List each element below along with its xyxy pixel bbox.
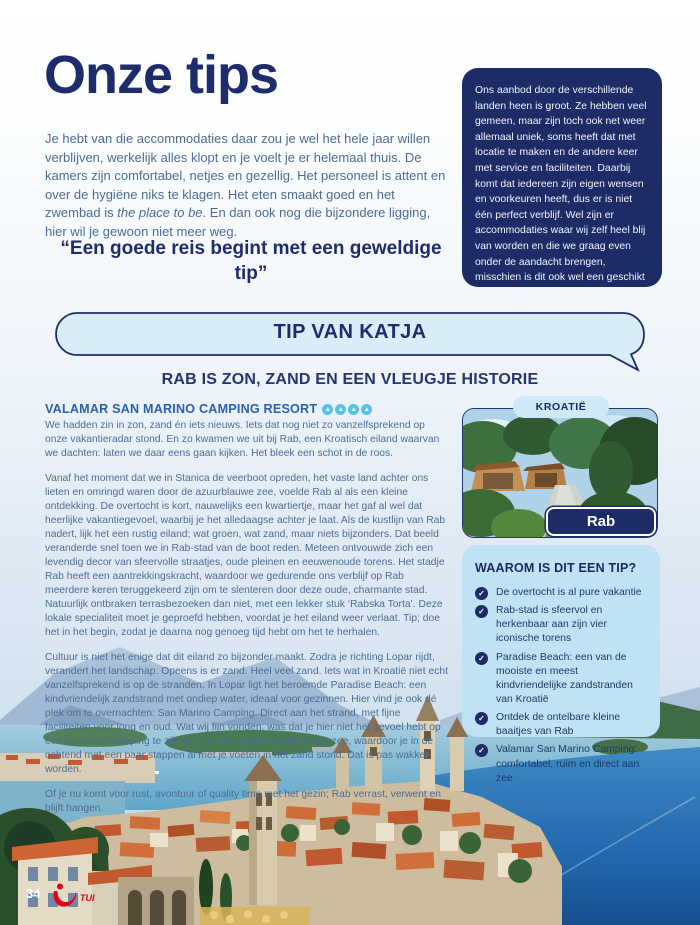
article-paragraph: Cultuur is niet het enige dat dit eiland zo bijzonder maakt. Zodra je richting Lopar rijdt, verandert het landschap. Opeens is er zand. Heel veel zand. Iets wat in Kroatië niet echt vanzelfsprekend is op de stranden. In Lopar ligt het beroemde Paradise Beach: een kindvriendelijk zandstrand met ondiep water, ideaal voor gezinnen. Hier vind je ook dé plek om te overnachten: San Marino Camping. Direct aan het strand, met fijne faciliteiten voor jong en oud. Wat wij fijn vonden, was dat je hier niet het gevoel hebt op een doorsnee camping te zijn. Het is ruim, groen en direct aan zee, waardoor je in de ochtend met een paar stappen al met je voeten in het zand stond. Dat is pas wakker worden. [45, 652, 448, 775]
resort-line [45, 402, 372, 416]
section-heading: RAB IS ZON, ZAND EN EEN VLEUGJE HISTORIE [161, 371, 539, 388]
page-title: Onze tips [44, 45, 279, 105]
article-paragraph: Vanaf het moment dat we in Stanica de veerboot opreden, het vaste land achter ons lieten en omringd waren door de azuurblauwe zee, voelde Rab al als een kleine ontdekking. De overtocht is kort, nauwelijks een kwartiertje, maar het gaf al wel dat heerlijke vakantiegevoel, waarbij je het alledaagse achter je laat. Als de kustlijn van Rab nadert, lijk het een rustig eiland; wat groen, wat zand, maar niets bijzonders. Dat beeld veranderde snel toen we in Rab-stad van de boot reden. Meteen ontvouwde zich een levendig decor van sfeervolle straatjes, oude pleinen en eeuwenoude torens. Het stadje Rab heeft een aantrekkingskracht, waardoor we gedurende ons verblijf op Rab meerdere keren teruggekeerd zijn om te slenteren door deze oude, charmante stad. Natuurlijk ontbraken terrasbezoeken dan niet, met een lekker stuk ‘Rabska Torta’. Deze lokale specialiteit moet je geproefd hebben, voordat je het eiland weer verlaat. Tip; doe het in het begin, zodat je daarna nog genoeg tijd hebt om het te herhalen. [45, 473, 446, 638]
tip-banner-label: TIP VAN KATJA [273, 321, 427, 343]
page-number: 34 [26, 886, 41, 901]
intro-paragraph [45, 130, 447, 241]
why-tip-item-text: Rab-stad is sfeervol en herkenbaar aan zijn vier iconische torens [496, 605, 607, 645]
tip-banner [54, 312, 654, 374]
tent-rating-icon: ▲ [348, 404, 359, 415]
article-body [45, 419, 449, 827]
check-icon: ✓ [475, 712, 488, 725]
why-tip-item-text: Ontdek de ontelbare kleine baaitjes van Rab [496, 712, 621, 738]
check-icon: ✓ [475, 744, 488, 757]
offer-info-text: Ons aanbod door de verschillende landen heen is groot. Ze hebben veel gemeen, maar zijn toch ook net weer allemaal uniek, soms heeft dat met locatie te maken en de andere keer met service en faciliteiten. Daarbij komt dat iedereen zijn eigen wensen en voorkeuren heeft, dus er is niet één perfect verblijf. Wel zijn er accommodaties waar wij zelf heel blij van worden en die we graag even onder de aandacht brengen, misschien is dit ook wel een geschikt hotel of appartement voor jou! [475, 85, 647, 299]
tent-rating-icon: ▲ [322, 404, 333, 415]
intro-text: Je hebt van die accommodaties daar zou je wel het hele jaar willen verblijven, werkelijk alles klopt en je voelt je er helemaal thuis. De kamers zijn comfortabel, netjes en gezellig. Het personeel is attent en over de hygiëne niks te klagen. Het eten smaakt goed en het zwembad is [45, 131, 446, 221]
island-name-badge: Rab [546, 507, 656, 536]
check-icon: ✓ [475, 652, 488, 665]
pull-quote: “Een goede reis begint met een geweldige tip” [60, 238, 442, 285]
why-tip-item [475, 711, 647, 739]
tent-rating-icon: ▲ [361, 404, 372, 415]
why-tip-item [475, 651, 647, 708]
why-tip-item-text: De overtocht is al pure vakantie [496, 587, 642, 598]
why-tip-item-text: Valamar San Marino Camping: comfortabel, ruim en direct aan zee [496, 744, 640, 784]
svg-text:TUI: TUI [80, 893, 95, 903]
why-tip-item [475, 586, 647, 600]
tui-logo [50, 880, 104, 919]
check-icon: ✓ [475, 587, 488, 600]
tui-logo-graphic [50, 880, 104, 914]
why-tip-item [475, 604, 647, 646]
intro-italic-text: the place to be [117, 205, 203, 221]
why-tip-box [462, 545, 660, 784]
article-paragraph: We hadden zin in zon, zand én iets nieuws. Iets dat nog niet zo vanzelfsprekend op onze vakantieradar stond. En zo kwamen we uit bij Rab, een Kroatisch eiland waarvan we dachten: laten we daar eens gaan kijken. Het bleek een schot in de roos. [45, 420, 440, 459]
country-tab: KROATIË [513, 396, 609, 418]
why-tip-item [475, 743, 647, 785]
why-tip-heading: WAAROM IS DIT EEN TIP? [475, 561, 637, 575]
tent-rating [322, 404, 372, 415]
resort-name: VALAMAR SAN MARINO CAMPING RESORT [45, 402, 318, 416]
why-tip-item-text: Paradise Beach: een van de mooiste en meest kindvriendelijke zandstranden van Kroatië [496, 651, 633, 705]
check-icon: ✓ [475, 605, 488, 618]
intro-text-after: . En dan ook nog die bijzondere ligging, hier wil je gewoon niet meer weg. [45, 205, 431, 239]
offer-info-box [462, 68, 662, 299]
article-paragraph: Of je nu komt voor rust, avontuur of quality time met het gezin; Rab verrast, verwent en blijft hangen. [45, 789, 442, 814]
tent-rating-icon: ▲ [335, 404, 346, 415]
